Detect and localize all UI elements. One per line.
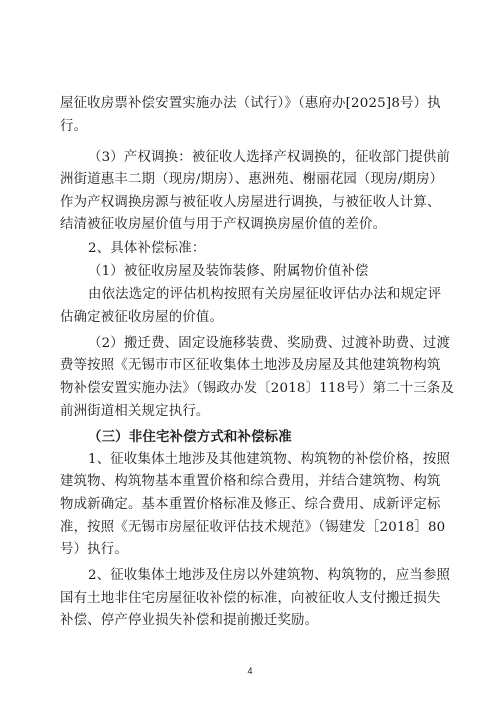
text-line: 国有土地非住宅房屋征收补偿的标准，向被征收人支付搬迁损失	[60, 591, 441, 606]
text-line: （3）产权调换：被征收人选择产权调换的，征收部门提供前	[88, 150, 451, 165]
text-line: 号）执行。	[60, 542, 128, 557]
text-line: 补偿、停产停业损失补偿和提前搬迁奖励。	[60, 613, 319, 628]
section-heading: （三）非住宅补偿方式和补偿标准	[88, 429, 292, 445]
text-line: 结清被征收房屋价值与用于产权调换房屋价值的差价。	[60, 217, 387, 232]
text-line: 建筑物、构筑物基本重置价格和综合费用，并结合建筑物、构筑	[60, 474, 441, 489]
text-line: 前洲街道相关规定执行。	[60, 404, 210, 419]
text-line: 2、征收集体土地涉及住房以外建筑物、构筑物的，应当参照	[88, 568, 451, 583]
page-number: 4	[247, 666, 253, 676]
text-line: 行。	[60, 119, 88, 134]
text-line: 估确定被征收房屋的价值。	[60, 310, 224, 325]
text-line: （1）被征收房屋及装饰装修、附属物价值补偿	[88, 264, 369, 279]
text-line: （2）搬迁费、固定设施移装费、奖励费、过渡补助费、过渡	[88, 336, 451, 351]
text-line: 1、征收集体土地涉及其他建筑物、构筑物的补偿价格，按照	[88, 452, 451, 467]
text-line: 洲街道惠丰二期（现房/期房）、惠洲苑、榭丽花园（现房/期房）	[60, 172, 444, 187]
text-line: 准，按照《无锡市房屋征收评估技术规范》（锡建发［2018］80	[60, 520, 446, 535]
text-line: 作为产权调换房源与被征收人房屋进行调换，与被征收人计算、	[60, 195, 441, 210]
text-line: 2、具体补偿标准：	[88, 241, 206, 256]
text-line: 物补偿安置实施办法》（锡政办发〔2018〕118号）第二十三条及	[60, 381, 455, 396]
text-line: 费等按照《无锡市市区征收集体土地涉及房屋及其他建筑物构筑	[60, 358, 441, 373]
text-line: 屋征收房票补偿安置实施办法（试行）》（惠府办[2025]8号）执	[60, 96, 441, 111]
text-line: 物成新确定。基本重置价格标准及修正、综合费用、成新评定标	[60, 497, 441, 512]
text-line: 由依法选定的评估机构按照有关房屋征收评估办法和规定评	[88, 287, 442, 302]
